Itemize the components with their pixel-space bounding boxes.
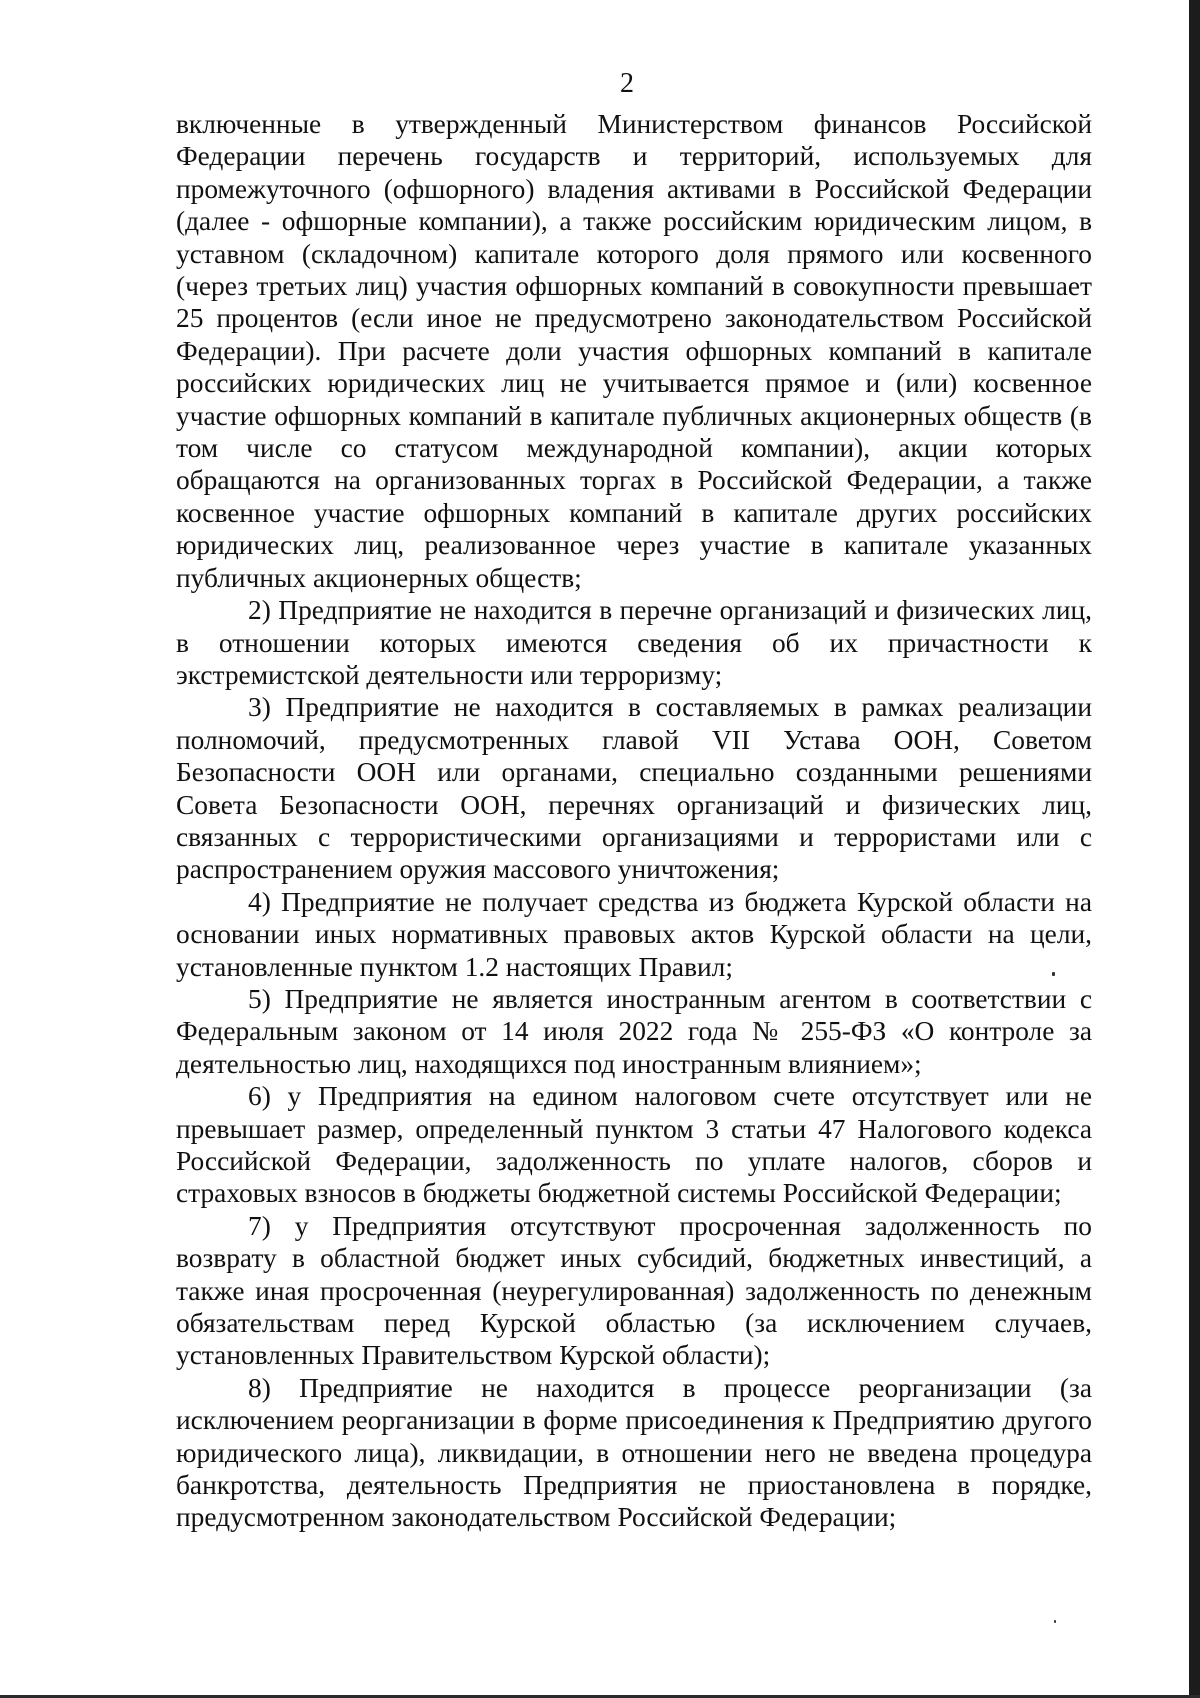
- list-item-7: 7) у Предприятия отсутствуют просроченная задолженность по возврату в областной бюджет иных субсидий, бюджетных инвестиций, а также иная просроченная (неурегулированная) задолженность по денежным обязательствам перед Курской областью (за исключением случаев, установленных Правительством Курской области);: [176, 1210, 1092, 1371]
- document-body: [176, 108, 1092, 1534]
- list-item-2: 2) Предприятие не находится в перечне организаций и физических лиц, в отношении которых имеются сведения об их причастности к экстремистской деятельности или терроризму;: [176, 595, 1092, 690]
- list-item-8: 8) Предприятие не находится в процессе реорганизации (за исключением реорганизации в форме присоединения к Предприятию другого юридического лица), ликвидации, в отношении него не введена процедура банкротства, деятельность Предприятия не приостановлена в порядке, предусмотренном законодательством Российской Федерации;: [176, 1372, 1092, 1533]
- scan-speck: [1054, 1620, 1056, 1623]
- list-item-5: 5) Предприятие не является иностранным агентом в соответствии с Федеральным законом от 14 июля 2022 года № 255-ФЗ «О контроле за деятельностью лиц, находящихся под иностранным влиянием»;: [176, 983, 1092, 1079]
- page-number: 2: [620, 68, 634, 99]
- paragraph-continuation: включенные в утвержденный Министерством финансов Российской Федерации перечень государств и территорий, используемых для промежуточного (офшорного) владения активами в Российской Федерации (далее - офшорные компании), а также российским юридическим лицом, в уставном (складочном) капитале которого доля прямого или косвенного (через третьих лиц) участия офшорных компаний в совокупности превышает 25 процентов (если иное не предусмотрено законодательством Российской Федерации). При расчете доли участия офшорных компаний в капитале российских юридических лиц не учитывается прямое и (или) косвенное участие офшорных компаний в капитале публичных акционерных обществ (в том числе со статусом международной компании), акции которых обращаются на организованных торгах в Российской Федерации, а также косвенное участие офшорных компаний в капитале других российских юридических лиц, реализованное через участие в капитале указанных публичных акционерных обществ;: [176, 109, 1092, 593]
- scan-speck: [1052, 972, 1055, 976]
- list-item-6: 6) у Предприятия на едином налоговом счете отсутствует или не превышает размер, определенный пунктом 3 статьи 47 Налогового кодекса Российской Федерации, задолженность по уплате налогов, сборов и страховых взносов в бюджеты бюджетной системы Российской Федерации;: [176, 1081, 1092, 1209]
- scan-edge-right: [1189, 0, 1200, 1698]
- list-item-4: 4) Предприятие не получает средства из бюджета Курской области на основании иных нормативных правовых актов Курской области на цели, установленные пунктом 1.2 настоящих Правил;: [176, 886, 1092, 982]
- list-item-3: 3) Предприятие не находится в составляемых в рамках реализации полномочий, предусмотренных главой VII Устава ООН, Советом Безопасности ООН или органами, специально созданными решениями Совета Безопасности ООН, перечнях организаций и физических лиц, связанных с террористическими организациями и террористами или с распространением оружия массового уничтожения;: [176, 692, 1092, 885]
